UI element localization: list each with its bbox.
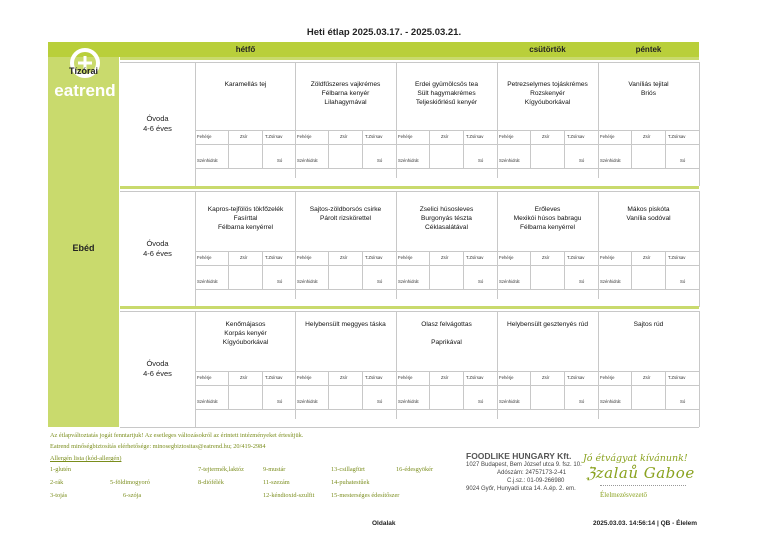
dish-1-4: Mákos piskóta Vanília sodóval bbox=[626, 206, 671, 222]
carb-label: Szénhidrát bbox=[398, 279, 419, 284]
carb-label: Szénhidrát bbox=[499, 158, 520, 163]
signer-role: Élelmezésvezető bbox=[600, 491, 648, 499]
nutrition-sep-1 bbox=[262, 371, 263, 409]
nutrition-sep-0 bbox=[631, 371, 632, 409]
fat-label: Zsír bbox=[240, 375, 248, 380]
salt-label: Só bbox=[680, 158, 686, 163]
allergen-item: 3-tojás bbox=[50, 492, 68, 499]
satfat-label: T.Zsírsav bbox=[466, 134, 484, 139]
carb-label: Szénhidrát bbox=[197, 399, 218, 404]
meal-side-panel bbox=[48, 57, 119, 427]
carb-label: Szénhidrát bbox=[600, 158, 621, 163]
satfat-label: T.Zsírsav bbox=[567, 375, 585, 380]
dish-2-1: Helybensült meggyes táska bbox=[305, 321, 386, 328]
nutrition-sep-1 bbox=[564, 371, 565, 409]
page-label: Oldalak bbox=[372, 520, 396, 527]
nutrition-sep-0 bbox=[631, 251, 632, 289]
nutrition-sep-1 bbox=[362, 251, 363, 289]
dish-0-2: Erdei gyümölcsös tea Sült hagymakrémes Teljeskiőrlésű kenyér bbox=[414, 81, 479, 106]
dish-0-0: Karamellás tej bbox=[224, 81, 267, 88]
fat-label: Zsír bbox=[340, 134, 348, 139]
nutrition-sep-1 bbox=[362, 130, 363, 168]
nutrition-line-a-2 bbox=[195, 371, 699, 372]
allergen-item: 15-mesterséges édesítőszer bbox=[331, 492, 400, 499]
carb-label: Szénhidrát bbox=[499, 279, 520, 284]
nutrition-sep-1 bbox=[463, 251, 464, 289]
salt-label: Só bbox=[277, 279, 283, 284]
fat-label: Zsír bbox=[340, 255, 348, 260]
nutrition-sep-1 bbox=[665, 130, 666, 168]
protein-label: Fehérje bbox=[297, 255, 312, 260]
nutrition-sep-1 bbox=[665, 371, 666, 409]
allergen-item: 8-diófélék bbox=[198, 479, 224, 486]
carb-label: Szénhidrát bbox=[197, 158, 218, 163]
dish-1-0: Kapros-tejfölös tökfőzelék Fasírttal Félbarna kenyérrel bbox=[207, 206, 284, 231]
allergen-item: 13-csillagfürt bbox=[331, 466, 365, 473]
fat-label: Zsír bbox=[542, 375, 550, 380]
nutrition-sep-0 bbox=[328, 371, 329, 409]
nutrition-sep-0 bbox=[228, 371, 229, 409]
company-registry-number: C.j.sz.: 01-09-266980 bbox=[507, 478, 565, 484]
satfat-label: T.Zsírsav bbox=[668, 134, 686, 139]
fat-label: Zsír bbox=[643, 375, 651, 380]
signature-line bbox=[600, 485, 686, 486]
carb-label: Szénhidrát bbox=[297, 399, 318, 404]
fat-label: Zsír bbox=[643, 255, 651, 260]
section-top-line-1 bbox=[120, 191, 699, 192]
nutrition-sep-1 bbox=[262, 251, 263, 289]
carb-label: Szénhidrát bbox=[297, 158, 318, 163]
dish-1-2: Zselici húsosleves Burgonyás tészta Céklasalátával bbox=[419, 206, 474, 231]
allergen-item: 11-szezám bbox=[263, 479, 290, 486]
protein-label: Fehérje bbox=[499, 255, 514, 260]
nutrition-sep-0 bbox=[429, 130, 430, 168]
satfat-label: T.Zsírsav bbox=[265, 255, 283, 260]
nutrition-sep-1 bbox=[564, 130, 565, 168]
dish-1-1: Sajtos-zöldborsós csirke Párolt rizskörettel bbox=[309, 206, 382, 222]
allergen-item: 2-rák bbox=[50, 479, 64, 486]
salt-label: Só bbox=[478, 399, 484, 404]
allergen-item: 5-földimogyoró bbox=[110, 479, 150, 486]
allergen-item: 14-puhatestűek bbox=[331, 479, 370, 486]
nutrition-line-c-2 bbox=[195, 409, 699, 410]
salt-label: Só bbox=[377, 279, 383, 284]
protein-label: Fehérje bbox=[600, 134, 615, 139]
fat-label: Zsír bbox=[441, 255, 449, 260]
nutrition-line-a-1 bbox=[195, 251, 699, 252]
protein-label: Fehérje bbox=[197, 255, 212, 260]
protein-label: Fehérje bbox=[398, 255, 413, 260]
carb-label: Szénhidrát bbox=[600, 279, 621, 284]
nutrition-sep-0 bbox=[530, 251, 531, 289]
dish-2-3: Helybensült gesztenyés rúd bbox=[506, 321, 588, 328]
nutrition-line-c-0 bbox=[195, 168, 699, 169]
nutrition-sep-0 bbox=[530, 130, 531, 168]
dish-0-3: Petrezselymes tojáskrémes Rozskenyér Kígyóuborkával bbox=[507, 81, 588, 106]
carb-label: Szénhidrát bbox=[499, 399, 520, 404]
nutrition-sep-0 bbox=[429, 251, 430, 289]
carb-label: Szénhidrát bbox=[398, 399, 419, 404]
section-right-line-0 bbox=[699, 62, 700, 186]
satfat-label: T.Zsírsav bbox=[466, 255, 484, 260]
allergen-item: 6-szója bbox=[123, 492, 142, 499]
section-bottom-line-2 bbox=[120, 427, 699, 428]
satfat-label: T.Zsírsav bbox=[365, 375, 383, 380]
dish-0-1: Zöldfűszeres vajkrémes Félbarna kenyér Lilahagymával bbox=[310, 81, 381, 106]
company-tax-number: Adószám: 24757173-2-41 bbox=[497, 470, 567, 476]
nutrition-sep-0 bbox=[429, 371, 430, 409]
fat-label: Zsír bbox=[542, 134, 550, 139]
fat-label: Zsír bbox=[441, 134, 449, 139]
meal-label-0: Tízórai bbox=[68, 66, 98, 76]
allergen-item: 7-tejtermék,laktóz bbox=[198, 466, 244, 473]
protein-label: Fehérje bbox=[297, 375, 312, 380]
salt-label: Só bbox=[377, 158, 383, 163]
satfat-label: T.Zsírsav bbox=[567, 255, 585, 260]
satfat-label: T.Zsírsav bbox=[365, 134, 383, 139]
protein-label: Fehérje bbox=[197, 375, 212, 380]
allergen-item: 9-mustár bbox=[263, 466, 286, 473]
section-top-line-2 bbox=[120, 311, 699, 312]
dish-2-4: Sajtos rúd bbox=[633, 321, 664, 328]
salt-label: Só bbox=[277, 158, 283, 163]
signature-image: ℨzalaů Gaboe bbox=[586, 464, 695, 482]
logo-text: eatrend bbox=[54, 81, 116, 100]
salt-label: Só bbox=[680, 399, 686, 404]
nutrition-sep-1 bbox=[665, 251, 666, 289]
nutrition-sep-0 bbox=[328, 130, 329, 168]
section-top-line-0 bbox=[120, 62, 699, 63]
protein-label: Fehérje bbox=[197, 134, 212, 139]
satfat-label: T.Zsírsav bbox=[365, 255, 383, 260]
dish-0-4: Vaníliás tejital Briós bbox=[628, 81, 669, 97]
salt-label: Só bbox=[277, 399, 283, 404]
nutrition-line-b-1 bbox=[195, 265, 699, 266]
carb-label: Szénhidrát bbox=[197, 279, 218, 284]
protein-label: Fehérje bbox=[499, 134, 514, 139]
salt-label: Só bbox=[478, 158, 484, 163]
dish-2-0: Kenőmájasos Korpás kenyér Kígyóuborkával bbox=[222, 321, 269, 346]
fat-label: Zsír bbox=[240, 255, 248, 260]
fat-label: Zsír bbox=[340, 375, 348, 380]
day-header-0: hétfő bbox=[235, 45, 256, 54]
carb-label: Szénhidrát bbox=[398, 158, 419, 163]
protein-label: Fehérje bbox=[398, 375, 413, 380]
satfat-label: T.Zsírsav bbox=[466, 375, 484, 380]
day-header-2 bbox=[396, 42, 497, 57]
protein-label: Fehérje bbox=[499, 375, 514, 380]
section-band-2 bbox=[120, 306, 699, 309]
dish-2-2: Olasz felvágottas Paprikával bbox=[421, 321, 472, 346]
nutrition-line-b-2 bbox=[195, 385, 699, 386]
quality-contact: Eatrend minőségbiztosítás elérhetősége: minosegbiztositas@eatrend.hu; 20/419-2984 bbox=[50, 443, 266, 450]
salt-label: Só bbox=[579, 399, 585, 404]
section-band-0 bbox=[120, 57, 699, 60]
company-address-1: 1027 Budapest, Bem József utca 9. fsz. 10. bbox=[466, 462, 582, 468]
satfat-label: T.Zsírsav bbox=[668, 375, 686, 380]
satfat-label: T.Zsírsav bbox=[265, 375, 283, 380]
age-group-2: Óvoda 4-6 éves bbox=[143, 359, 172, 378]
day-header-4: péntek bbox=[635, 45, 662, 54]
protein-label: Fehérje bbox=[297, 134, 312, 139]
company-name: FOODLIKE HUNGARY Kft. bbox=[466, 451, 572, 461]
salt-label: Só bbox=[478, 279, 484, 284]
age-group-1: Óvoda 4-6 éves bbox=[143, 239, 172, 258]
company-address-2: 9024 Győr, Hunyadi utca 14. A.ép. 2. em. bbox=[466, 486, 576, 492]
fat-label: Zsír bbox=[643, 134, 651, 139]
age-group-0: Óvoda 4-6 éves bbox=[143, 114, 172, 133]
day-header-3: csütörtök bbox=[529, 45, 566, 54]
salt-label: Só bbox=[579, 279, 585, 284]
nutrition-line-c-1 bbox=[195, 289, 699, 290]
fat-label: Zsír bbox=[542, 255, 550, 260]
salt-label: Só bbox=[680, 279, 686, 284]
carb-label: Szénhidrát bbox=[600, 399, 621, 404]
nutrition-line-b-0 bbox=[195, 144, 699, 145]
meal-label-1: Ebéd bbox=[72, 243, 95, 253]
nutrition-sep-1 bbox=[564, 251, 565, 289]
nutrition-sep-0 bbox=[631, 130, 632, 168]
nutrition-sep-1 bbox=[362, 371, 363, 409]
nutrition-line-a-0 bbox=[195, 130, 699, 131]
fat-label: Zsír bbox=[441, 375, 449, 380]
fat-label: Zsír bbox=[240, 134, 248, 139]
allergen-item: 1-glutén bbox=[50, 466, 71, 473]
protein-label: Fehérje bbox=[600, 255, 615, 260]
section-band-1 bbox=[120, 186, 699, 189]
satfat-label: T.Zsírsav bbox=[567, 134, 585, 139]
allergen-item: 12-kéndioxid-szulfit bbox=[263, 492, 315, 499]
carb-label: Szénhidrát bbox=[297, 279, 318, 284]
print-stamp: 2025.03.03. 14:56:14 | QB - Élelem bbox=[593, 520, 698, 527]
nutrition-sep-1 bbox=[463, 130, 464, 168]
satfat-label: T.Zsírsav bbox=[265, 134, 283, 139]
nutrition-sep-0 bbox=[228, 130, 229, 168]
nutrition-sep-0 bbox=[328, 251, 329, 289]
allergen-title: Allergén lista (kód-allergén) bbox=[50, 455, 122, 462]
salt-label: Só bbox=[377, 399, 383, 404]
nutrition-sep-1 bbox=[463, 371, 464, 409]
nutrition-sep-0 bbox=[530, 371, 531, 409]
salt-label: Só bbox=[579, 158, 585, 163]
change-note: Az étlapváltoztatás jogát fenntartjuk! Az esetleges változásokról az érintett intézményeket értesítjük. bbox=[50, 432, 304, 439]
section-right-line-2 bbox=[699, 311, 700, 427]
bon-appetit-text: Jó étvágyat kívánunk! bbox=[583, 453, 688, 464]
protein-label: Fehérje bbox=[600, 375, 615, 380]
allergen-item: 16-édesgyökér bbox=[396, 466, 434, 473]
nutrition-sep-1 bbox=[262, 130, 263, 168]
day-header-1 bbox=[295, 42, 396, 57]
nutrition-sep-0 bbox=[228, 251, 229, 289]
section-right-line-1 bbox=[699, 191, 700, 307]
protein-label: Fehérje bbox=[398, 134, 413, 139]
menu-title: Heti étlap 2025.03.17. - 2025.03.21. bbox=[306, 27, 462, 38]
dish-1-3: Erőleves Mexikói húsos babragu Félbarna kenyérrel bbox=[513, 206, 582, 231]
satfat-label: T.Zsírsav bbox=[668, 255, 686, 260]
